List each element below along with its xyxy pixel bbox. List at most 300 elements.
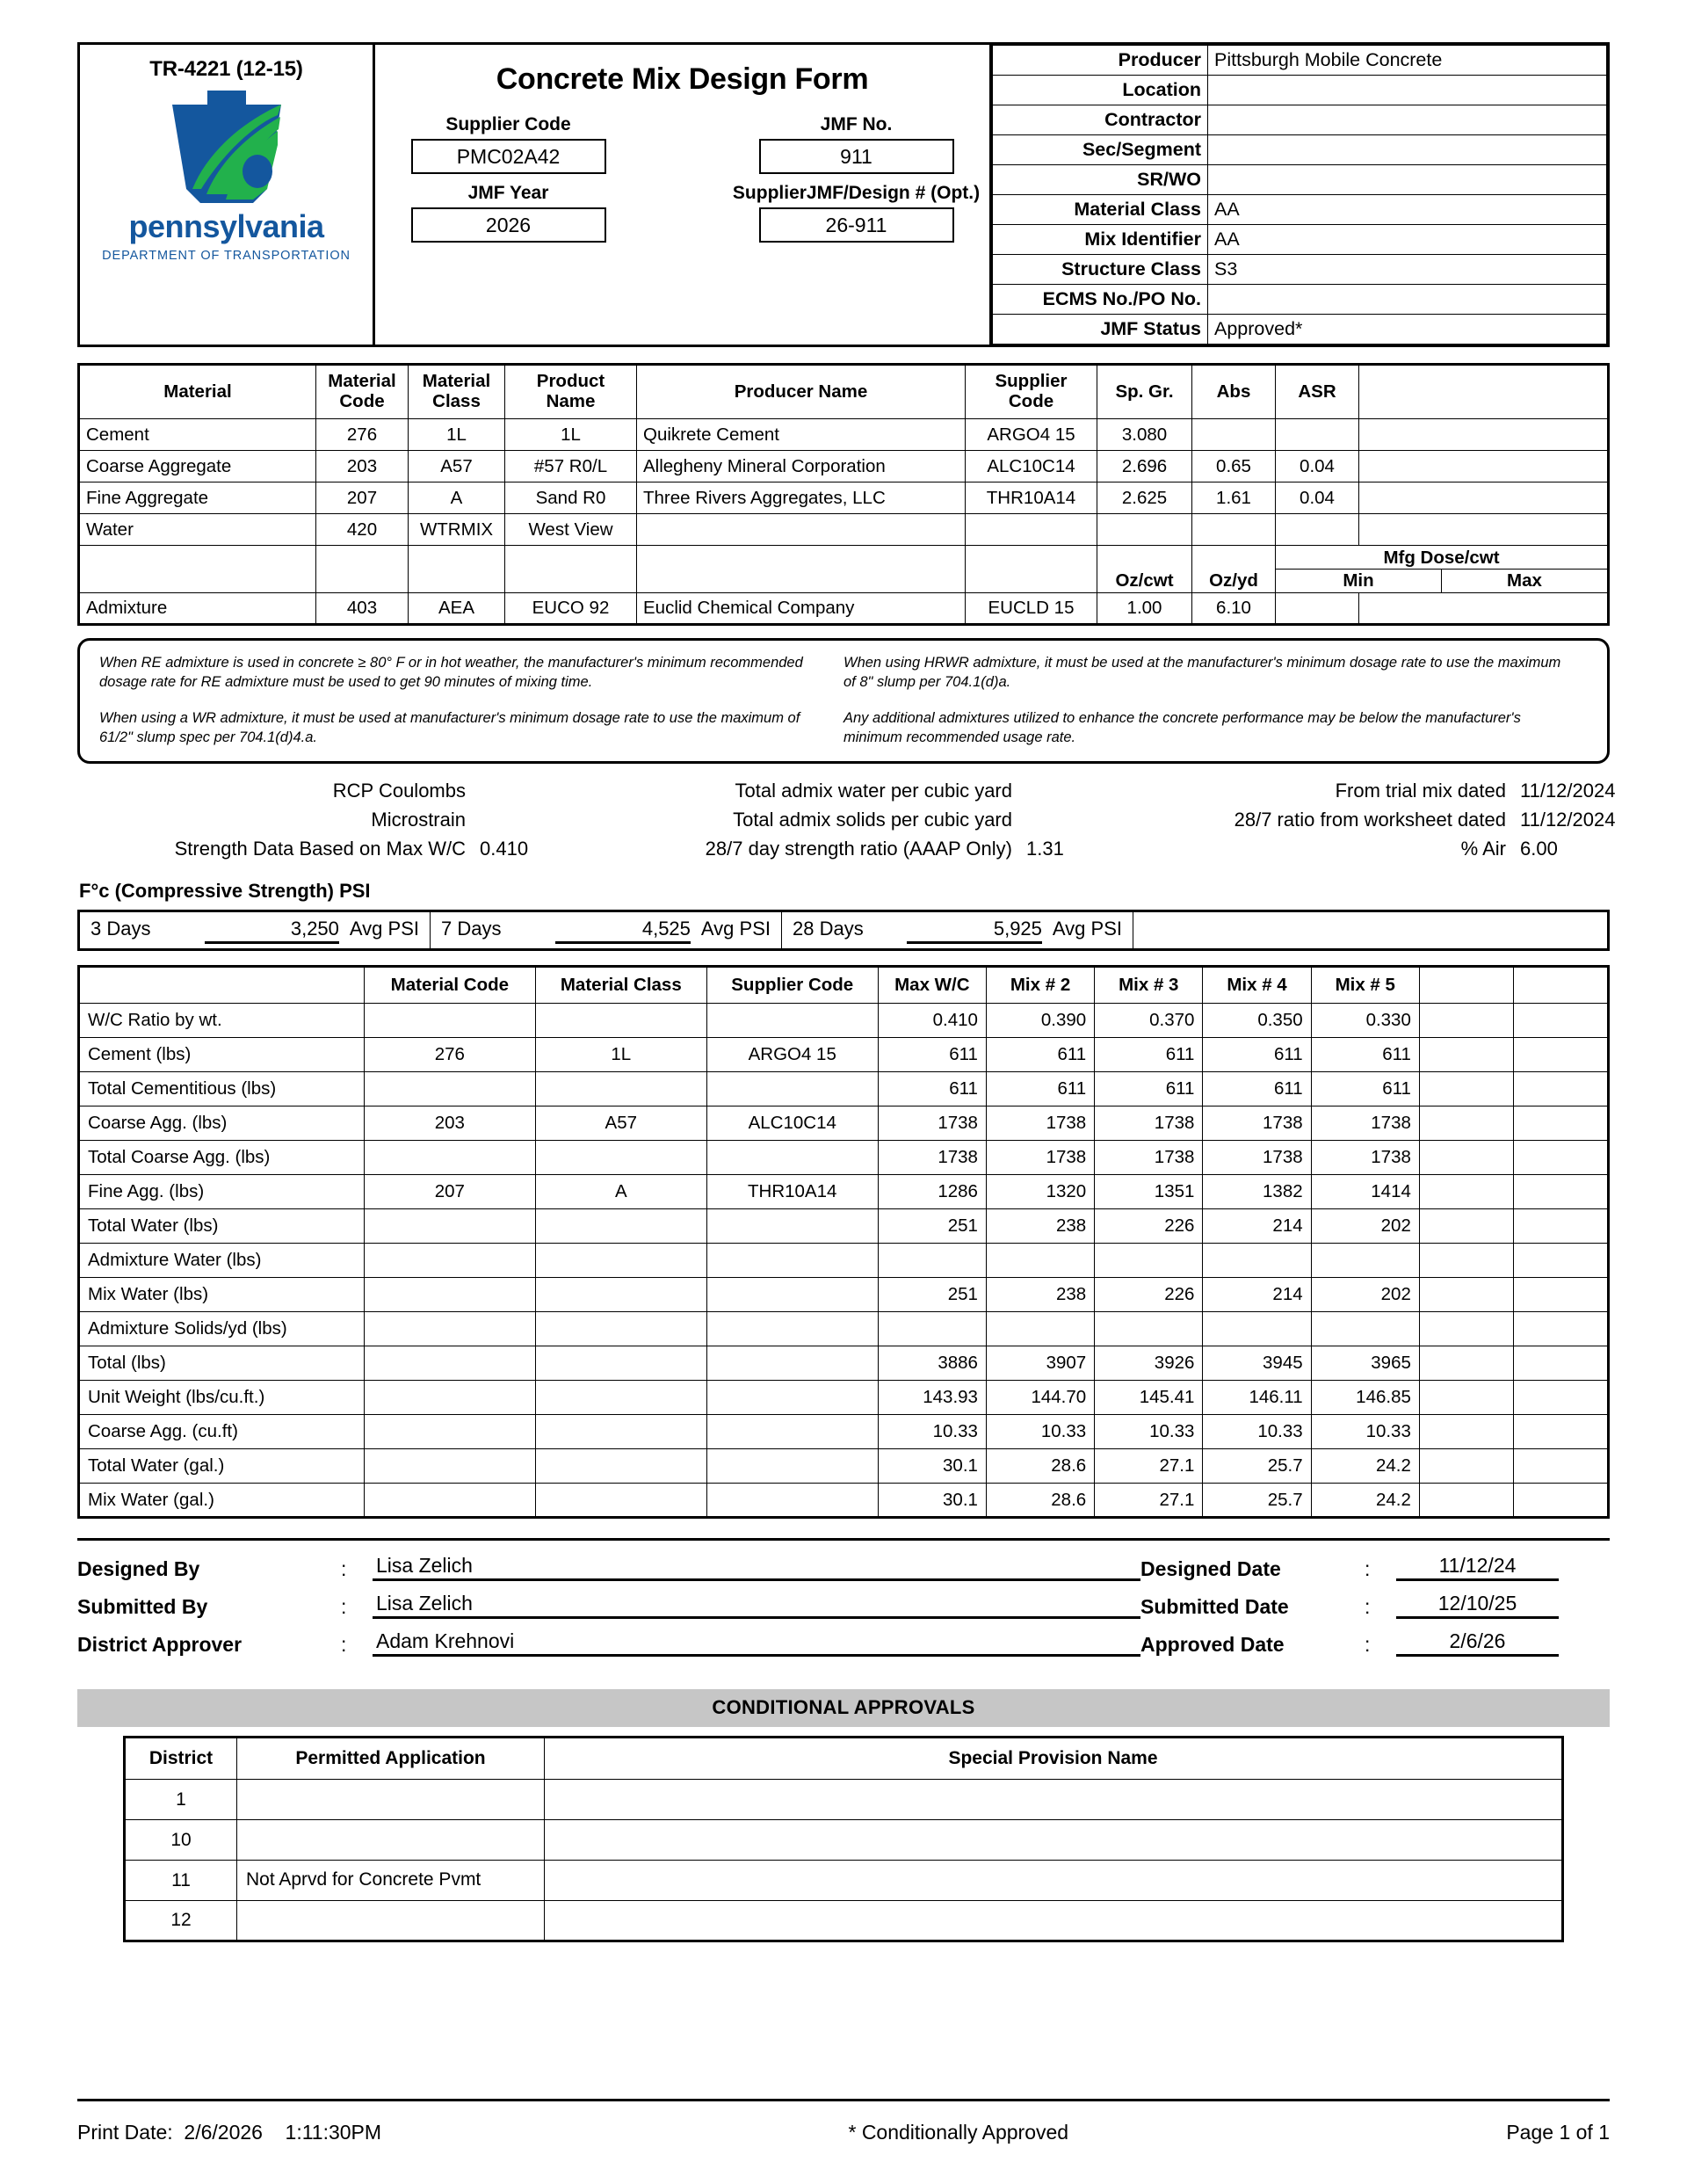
mix-row-mix5[interactable]: 1738 (1311, 1107, 1419, 1141)
submitted-date-value[interactable]: 12/10/25 (1396, 1592, 1559, 1619)
mix-row-material-class[interactable] (535, 1415, 706, 1449)
cond-permitted-application[interactable]: Not Aprvd for Concrete Pvmt (237, 1861, 545, 1901)
table-row (125, 1861, 1563, 1901)
mix-row-material-code[interactable] (364, 1209, 535, 1244)
mix-row-mix3[interactable]: 1738 (1095, 1107, 1203, 1141)
district-approver-value[interactable]: Adam Krehnovi (373, 1629, 1140, 1657)
materials-header-row (79, 365, 1609, 419)
mix-row-spare-2[interactable] (1514, 1312, 1609, 1346)
supplier-jmf-design-label: SupplierJMF/Design # (Opt.) (732, 183, 981, 203)
mix-row-mix2[interactable]: 144.70 (986, 1381, 1094, 1415)
mix-col-material-class: Material Class (535, 967, 706, 1004)
sr-wo-value[interactable] (1208, 165, 1607, 195)
producer-name[interactable]: Three Rivers Aggregates, LLC (637, 483, 966, 514)
mix-row-mix4[interactable]: 3945 (1203, 1346, 1311, 1381)
admixture-dose-min[interactable] (1276, 593, 1359, 625)
mix-row-supplier-code[interactable]: THR10A14 (706, 1175, 878, 1209)
mix-row-mix4[interactable]: 0.350 (1203, 1004, 1311, 1038)
mix-row-spare-2[interactable] (1514, 1449, 1609, 1484)
strength-ratio-label: 28/7 day strength ratio (AAAP Only) (705, 838, 1012, 860)
blank-cell[interactable] (505, 546, 637, 593)
admixture-class[interactable]: AEA (409, 593, 505, 625)
strength-3day-value[interactable]: 3,250 (205, 918, 339, 944)
mix-row-mix3[interactable] (1095, 1312, 1203, 1346)
mix-row-material-code[interactable] (364, 1312, 535, 1346)
col-oz-yd: Oz/yd (1192, 546, 1276, 593)
mix-row-max-wc[interactable]: 10.33 (878, 1415, 986, 1449)
cond-district[interactable]: 11 (125, 1861, 237, 1901)
mix-row-max-wc[interactable]: 1286 (878, 1175, 986, 1209)
material-class-value[interactable]: AA (1208, 195, 1607, 225)
material-name: Cement (79, 419, 316, 451)
table-row (79, 1175, 1609, 1209)
mix-row-spare-1[interactable] (1419, 1038, 1514, 1072)
mix-row-spare-2[interactable] (1514, 1107, 1609, 1141)
mix-row-max-wc[interactable] (878, 1244, 986, 1278)
material-name: Fine Aggregate (79, 483, 316, 514)
supplier-jmf-design-field[interactable]: 26-911 (759, 207, 954, 243)
spare-cell[interactable] (1359, 419, 1609, 451)
mix-row-spare-2[interactable] (1514, 1072, 1609, 1107)
mix-row-spare-1[interactable] (1419, 1449, 1514, 1484)
table-row (79, 1278, 1609, 1312)
mix-row-mix4[interactable]: 214 (1203, 1209, 1311, 1244)
table-row (125, 1820, 1563, 1861)
mix-row-mix2[interactable]: 28.6 (986, 1449, 1094, 1484)
mix-row-mix5[interactable]: 202 (1311, 1278, 1419, 1312)
mix-row-material-class[interactable]: A57 (535, 1107, 706, 1141)
cond-special-provision[interactable] (545, 1861, 1563, 1901)
admixture-dose-max[interactable] (1359, 593, 1609, 625)
mix-row-mix2[interactable]: 1738 (986, 1141, 1094, 1175)
cond-district[interactable]: 1 (125, 1780, 237, 1820)
mix-row-spare-2[interactable] (1514, 1038, 1609, 1072)
mix-row-mix2[interactable]: 1320 (986, 1175, 1094, 1209)
admixture-supplier[interactable]: EUCLD 15 (966, 593, 1097, 625)
notes-left-column (99, 653, 844, 747)
approved-date-colon: : (1365, 1633, 1371, 1657)
mix-col-mix4: Mix # 4 (1203, 967, 1311, 1004)
mix-row-spare-1[interactable] (1419, 1004, 1514, 1038)
cond-col-district: District (125, 1738, 237, 1780)
mix-row-material-code[interactable] (364, 1449, 535, 1484)
mix-row-material-class[interactable] (535, 1072, 706, 1107)
table-row (79, 1107, 1609, 1141)
mix-col-material-code: Material Code (364, 967, 535, 1004)
strength-7day-value[interactable]: 4,525 (555, 918, 691, 944)
worksheet-date-value[interactable]: 11/12/2024 (1520, 809, 1616, 831)
mix-row-supplier-code[interactable] (706, 1004, 878, 1038)
contractor-value[interactable] (1208, 105, 1607, 135)
mix-row-spare-1[interactable] (1419, 1244, 1514, 1278)
mix-row-mix5[interactable]: 10.33 (1311, 1415, 1419, 1449)
mix-row-mix3[interactable]: 1738 (1095, 1141, 1203, 1175)
specific-gravity[interactable] (1097, 514, 1192, 546)
product-name[interactable]: West View (505, 514, 637, 546)
percent-air-value[interactable]: 6.00 (1520, 838, 1558, 860)
mix-row-spare-2[interactable] (1514, 1381, 1609, 1415)
mix-row-material-code[interactable] (364, 1072, 535, 1107)
mix-row-supplier-code[interactable] (706, 1278, 878, 1312)
mix-row-mix4[interactable]: 1382 (1203, 1175, 1311, 1209)
mix-row-mix2[interactable]: 28.6 (986, 1484, 1094, 1518)
form-sheet (77, 42, 1616, 1942)
structure-class-value[interactable]: S3 (1208, 255, 1607, 285)
rcp-coulombs-line (77, 780, 569, 802)
absorption[interactable] (1192, 419, 1276, 451)
mix-row-material-code[interactable] (364, 1004, 535, 1038)
blank-cell[interactable] (637, 546, 966, 593)
mix-row-material-class[interactable] (535, 1209, 706, 1244)
mix-row-spare-2[interactable] (1514, 1004, 1609, 1038)
mix-row-spare-1[interactable] (1419, 1209, 1514, 1244)
mix-row-mix4[interactable]: 146.11 (1203, 1381, 1311, 1415)
mix-row-mix2[interactable] (986, 1312, 1094, 1346)
mix-row-max-wc[interactable]: 251 (878, 1209, 986, 1244)
mix-row-mix4[interactable] (1203, 1312, 1311, 1346)
mix-row-material-class[interactable] (535, 1381, 706, 1415)
material-code[interactable]: 203 (316, 451, 409, 483)
cond-permitted-application[interactable] (237, 1901, 545, 1941)
mix-row-supplier-code[interactable] (706, 1244, 878, 1278)
producer-label: Producer (993, 46, 1208, 76)
asr-value[interactable] (1276, 514, 1359, 546)
mix-row-mix3[interactable]: 611 (1095, 1072, 1203, 1107)
mix-row-mix2[interactable]: 611 (986, 1038, 1094, 1072)
material-class[interactable]: WTRMIX (409, 514, 505, 546)
mix-row-spare-1[interactable] (1419, 1278, 1514, 1312)
cond-permitted-application[interactable] (237, 1780, 545, 1820)
material-code[interactable]: 276 (316, 419, 409, 451)
admixture-producer[interactable]: Euclid Chemical Company (637, 593, 966, 625)
mix-row-mix3[interactable]: 27.1 (1095, 1484, 1203, 1518)
spare-cell[interactable] (1359, 483, 1609, 514)
table-row (125, 1901, 1563, 1941)
mix-row-supplier-code[interactable] (706, 1312, 878, 1346)
submitted-by-label: Submitted By (77, 1595, 208, 1619)
mix-row-supplier-code[interactable]: ARGO4 15 (706, 1038, 878, 1072)
mix-row-mix3[interactable]: 611 (1095, 1038, 1203, 1072)
cond-district[interactable]: 12 (125, 1901, 237, 1941)
mix-row-mix5[interactable]: 1738 (1311, 1141, 1419, 1175)
producer-value[interactable]: Pittsburgh Mobile Concrete (1208, 46, 1607, 76)
supplier-code[interactable]: THR10A14 (966, 483, 1097, 514)
mix-row-mix2[interactable]: 611 (986, 1072, 1094, 1107)
supplier-code-field[interactable]: PMC02A42 (411, 139, 606, 174)
blank-cell[interactable] (79, 546, 316, 593)
mix-row-spare-1[interactable] (1419, 1175, 1514, 1209)
mix-row-max-wc[interactable]: 143.93 (878, 1381, 986, 1415)
supplier-code[interactable]: ARGO4 15 (966, 419, 1097, 451)
mix-row-spare-1[interactable] (1419, 1381, 1514, 1415)
mix-row-mix4[interactable]: 611 (1203, 1038, 1311, 1072)
mix-row-spare-2[interactable] (1514, 1141, 1609, 1175)
worksheet-date-line (1097, 809, 1616, 831)
mix-row-material-class[interactable] (535, 1312, 706, 1346)
mix-row-spare-2[interactable] (1514, 1415, 1609, 1449)
mix-row-supplier-code[interactable] (706, 1346, 878, 1381)
mix-row-max-wc[interactable]: 0.410 (878, 1004, 986, 1038)
sec-segment-value[interactable] (1208, 135, 1607, 165)
mix-row-max-wc[interactable]: 30.1 (878, 1484, 986, 1518)
specific-gravity[interactable]: 3.080 (1097, 419, 1192, 451)
mix-row-supplier-code[interactable] (706, 1449, 878, 1484)
table-row (993, 195, 1607, 225)
asr-value[interactable] (1276, 419, 1359, 451)
strength-ratio-line (569, 838, 1097, 860)
table-row (993, 285, 1607, 315)
mix-row-spare-1[interactable] (1419, 1072, 1514, 1107)
mix-row-mix5[interactable]: 0.330 (1311, 1004, 1419, 1038)
mix-row-supplier-code[interactable] (706, 1141, 878, 1175)
mix-row-material-class[interactable] (535, 1244, 706, 1278)
mix-row-material-code[interactable] (364, 1278, 535, 1312)
mix-row-supplier-code[interactable]: ALC10C14 (706, 1107, 878, 1141)
mix-row-material-code[interactable] (364, 1381, 535, 1415)
mix-row-mix4[interactable]: 1738 (1203, 1107, 1311, 1141)
mix-row-mix3[interactable]: 145.41 (1095, 1381, 1203, 1415)
mix-row-mix3[interactable]: 27.1 (1095, 1449, 1203, 1484)
mix-row-spare-2[interactable] (1514, 1244, 1609, 1278)
mix-row-supplier-code[interactable] (706, 1072, 878, 1107)
mix-row-mix5[interactable] (1311, 1312, 1419, 1346)
mix-row-material-code[interactable]: 276 (364, 1038, 535, 1072)
mix-row-material-class[interactable] (535, 1141, 706, 1175)
mix-row-spare-2[interactable] (1514, 1175, 1609, 1209)
mix-row-spare-2[interactable] (1514, 1346, 1609, 1381)
mix-row-spare-1[interactable] (1419, 1107, 1514, 1141)
col-material-code: Material Code (316, 365, 409, 419)
specific-gravity[interactable]: 2.625 (1097, 483, 1192, 514)
blank-cell[interactable] (409, 546, 505, 593)
material-name: Coarse Aggregate (79, 451, 316, 483)
district-approver-row (77, 1629, 1140, 1657)
cond-district[interactable]: 10 (125, 1820, 237, 1861)
table-row (125, 1780, 1563, 1820)
note-wr-admixture: When using a WR admixture, it must be used at manufacturer's minimum dosage rate to use the maximum of 61/2" slump spec per 704.1(d)4.a. (99, 709, 800, 745)
mix-row-label: Total (lbs) (79, 1346, 365, 1381)
material-class[interactable]: 1L (409, 419, 505, 451)
compressive-strength-title: F°c (Compressive Strength) PSI (79, 880, 371, 903)
material-class[interactable]: A (409, 483, 505, 514)
mix-row-spare-1[interactable] (1419, 1346, 1514, 1381)
spare-cell[interactable] (1359, 514, 1609, 546)
specific-gravity[interactable]: 2.696 (1097, 451, 1192, 483)
cond-special-provision[interactable] (545, 1820, 1563, 1861)
asr-value[interactable]: 0.04 (1276, 451, 1359, 483)
mix-row-max-wc[interactable]: 30.1 (878, 1449, 986, 1484)
mix-row-max-wc[interactable]: 611 (878, 1072, 986, 1107)
admixture-code[interactable]: 403 (316, 593, 409, 625)
absorption[interactable]: 0.65 (1192, 451, 1276, 483)
material-code[interactable]: 420 (316, 514, 409, 546)
mix-row-mix3[interactable]: 0.370 (1095, 1004, 1203, 1038)
producer-name[interactable] (637, 514, 966, 546)
mix-row-spare-1[interactable] (1419, 1141, 1514, 1175)
material-code[interactable]: 207 (316, 483, 409, 514)
mix-row-supplier-code[interactable] (706, 1209, 878, 1244)
mix-row-mix5[interactable]: 24.2 (1311, 1484, 1419, 1518)
page-title: Concrete Mix Design Form (496, 62, 869, 96)
mix-row-mix2[interactable]: 0.390 (986, 1004, 1094, 1038)
table-row (993, 225, 1607, 255)
jmf-year-field[interactable]: 2026 (411, 207, 606, 243)
strength-28day-value[interactable]: 5,925 (907, 918, 1042, 944)
mix-row-mix3[interactable]: 226 (1095, 1278, 1203, 1312)
table-row (993, 46, 1607, 76)
designed-by-value[interactable]: Lisa Zelich (373, 1554, 1140, 1581)
absorption[interactable]: 1.61 (1192, 483, 1276, 514)
mix-row-material-code[interactable]: 203 (364, 1107, 535, 1141)
strength-max-wc-value[interactable]: 0.410 (480, 838, 529, 860)
mix-row-mix4[interactable]: 10.33 (1203, 1415, 1311, 1449)
strength-ratio-value[interactable]: 1.31 (1026, 838, 1064, 860)
blank-cell[interactable] (316, 546, 409, 593)
mix-row-material-class[interactable]: 1L (535, 1038, 706, 1072)
mix-identifier-value[interactable]: AA (1208, 225, 1607, 255)
mix-row-mix2[interactable]: 238 (986, 1278, 1094, 1312)
strength-3day-label: 3 Days (91, 917, 151, 940)
notes-right-column (844, 653, 1588, 747)
mix-row-mix4[interactable]: 611 (1203, 1072, 1311, 1107)
percent-air-label: % Air (1460, 838, 1506, 860)
signature-dates (1140, 1553, 1610, 1666)
conditional-approvals-table (123, 1736, 1564, 1942)
mix-row-label: Total Water (lbs) (79, 1209, 365, 1244)
admixture-oz-yd[interactable]: 6.10 (1192, 593, 1276, 625)
cond-special-provision[interactable] (545, 1901, 1563, 1941)
admixture-oz-cwt[interactable]: 1.00 (1097, 593, 1192, 625)
mix-row-material-code[interactable] (364, 1415, 535, 1449)
strength-28day-unit: Avg PSI (1052, 917, 1122, 940)
mix-row-material-code[interactable] (364, 1484, 535, 1518)
mix-row-supplier-code[interactable] (706, 1415, 878, 1449)
supplier-code[interactable]: ALC10C14 (966, 451, 1097, 483)
approved-date-value[interactable]: 2/6/26 (1396, 1629, 1559, 1657)
product-name[interactable]: Sand R0 (505, 483, 637, 514)
table-row (79, 1312, 1609, 1346)
mix-row-material-code[interactable] (364, 1141, 535, 1175)
mix-row-mix5[interactable]: 611 (1311, 1038, 1419, 1072)
product-name[interactable]: #57 R0/L (505, 451, 637, 483)
mix-row-mix3[interactable]: 1351 (1095, 1175, 1203, 1209)
worksheet-date-label: 28/7 ratio from worksheet dated (1234, 809, 1506, 831)
mix-row-max-wc[interactable]: 1738 (878, 1141, 986, 1175)
strength-7day-label: 7 Days (441, 917, 502, 940)
strength-spare-cell[interactable] (1133, 911, 1609, 950)
mix-row-spare-2[interactable] (1514, 1484, 1609, 1518)
mix-row-mix5[interactable]: 3965 (1311, 1346, 1419, 1381)
mix-row-spare-1[interactable] (1419, 1484, 1514, 1518)
mix-row-label: Coarse Agg. (lbs) (79, 1107, 365, 1141)
mix-row-mix2[interactable]: 1738 (986, 1107, 1094, 1141)
mix-row-mix2[interactable]: 10.33 (986, 1415, 1094, 1449)
mix-row-mix5[interactable]: 1414 (1311, 1175, 1419, 1209)
mix-row-mix4[interactable]: 25.7 (1203, 1484, 1311, 1518)
agency-logo-block (80, 45, 375, 345)
col-spare (1359, 365, 1609, 419)
mix-row-mix4[interactable] (1203, 1244, 1311, 1278)
supplier-code[interactable] (966, 514, 1097, 546)
mix-row-mix3[interactable]: 226 (1095, 1209, 1203, 1244)
mix-row-material-code[interactable]: 207 (364, 1175, 535, 1209)
mix-row-supplier-code[interactable] (706, 1484, 878, 1518)
strength-3day-unit: Avg PSI (349, 917, 419, 940)
mix-row-max-wc[interactable]: 251 (878, 1278, 986, 1312)
mix-row-spare-1[interactable] (1419, 1312, 1514, 1346)
jmf-year-label: JMF Year (467, 183, 549, 203)
blank-cell[interactable] (966, 546, 1097, 593)
mix-row-max-wc[interactable]: 3886 (878, 1346, 986, 1381)
strength-3day-cell (79, 911, 431, 950)
admixture-product[interactable]: EUCO 92 (505, 593, 637, 625)
mix-row-max-wc[interactable] (878, 1312, 986, 1346)
mix-row-material-code[interactable] (364, 1346, 535, 1381)
cond-special-provision[interactable] (545, 1780, 1563, 1820)
mix-row-mix5[interactable] (1311, 1244, 1419, 1278)
pennsylvania-wordmark: pennsylvania (128, 208, 324, 244)
cond-permitted-application[interactable] (237, 1820, 545, 1861)
mix-row-mix2[interactable] (986, 1244, 1094, 1278)
jmf-status-value[interactable]: Approved* (1208, 315, 1607, 345)
table-row (79, 1004, 1609, 1038)
mix-col-spare-2 (1514, 967, 1609, 1004)
mix-row-spare-2[interactable] (1514, 1209, 1609, 1244)
admix-solids-label: Total admix solids per cubic yard (733, 809, 1012, 831)
mix-row-material-class[interactable] (535, 1346, 706, 1381)
project-info-table (992, 45, 1607, 345)
mix-row-mix5[interactable]: 146.85 (1311, 1381, 1419, 1415)
mix-row-max-wc[interactable]: 611 (878, 1038, 986, 1072)
mix-row-mix3[interactable]: 3926 (1095, 1346, 1203, 1381)
mix-row-mix3[interactable] (1095, 1244, 1203, 1278)
designed-date-value[interactable]: 11/12/24 (1396, 1554, 1559, 1581)
mix-row-supplier-code[interactable] (706, 1381, 878, 1415)
mix-row-mix4[interactable]: 25.7 (1203, 1449, 1311, 1484)
mix-row-mix5[interactable]: 202 (1311, 1209, 1419, 1244)
submitted-by-value[interactable]: Lisa Zelich (373, 1592, 1140, 1619)
mix-row-mix2[interactable]: 3907 (986, 1346, 1094, 1381)
material-class[interactable]: A57 (409, 451, 505, 483)
mix-row-mix4[interactable]: 214 (1203, 1278, 1311, 1312)
spare-cell[interactable] (1359, 451, 1609, 483)
producer-name[interactable]: Quikrete Cement (637, 419, 966, 451)
mix-row-material-code[interactable] (364, 1244, 535, 1278)
mix-row-mix2[interactable]: 238 (986, 1209, 1094, 1244)
designed-by-colon: : (341, 1557, 347, 1581)
product-name[interactable]: 1L (505, 419, 637, 451)
jmf-no-field[interactable]: 911 (759, 139, 954, 174)
mix-row-mix3[interactable]: 10.33 (1095, 1415, 1203, 1449)
asr-value[interactable]: 0.04 (1276, 483, 1359, 514)
mix-row-spare-1[interactable] (1419, 1415, 1514, 1449)
mix-row-max-wc[interactable]: 1738 (878, 1107, 986, 1141)
location-value[interactable] (1208, 76, 1607, 105)
mix-row-material-class[interactable] (535, 1484, 706, 1518)
producer-name[interactable]: Allegheny Mineral Corporation (637, 451, 966, 483)
mix-row-material-class[interactable] (535, 1449, 706, 1484)
mix-row-mix4[interactable]: 1738 (1203, 1141, 1311, 1175)
ecms-po-value[interactable] (1208, 285, 1607, 315)
mix-row-material-class[interactable] (535, 1004, 706, 1038)
mix-row-mix5[interactable]: 24.2 (1311, 1449, 1419, 1484)
absorption[interactable] (1192, 514, 1276, 546)
mix-row-mix5[interactable]: 611 (1311, 1072, 1419, 1107)
mix-row-material-class[interactable] (535, 1278, 706, 1312)
trial-mix-date-value[interactable]: 11/12/2024 (1520, 780, 1616, 802)
mix-row-material-class[interactable]: A (535, 1175, 706, 1209)
mix-row-spare-2[interactable] (1514, 1278, 1609, 1312)
